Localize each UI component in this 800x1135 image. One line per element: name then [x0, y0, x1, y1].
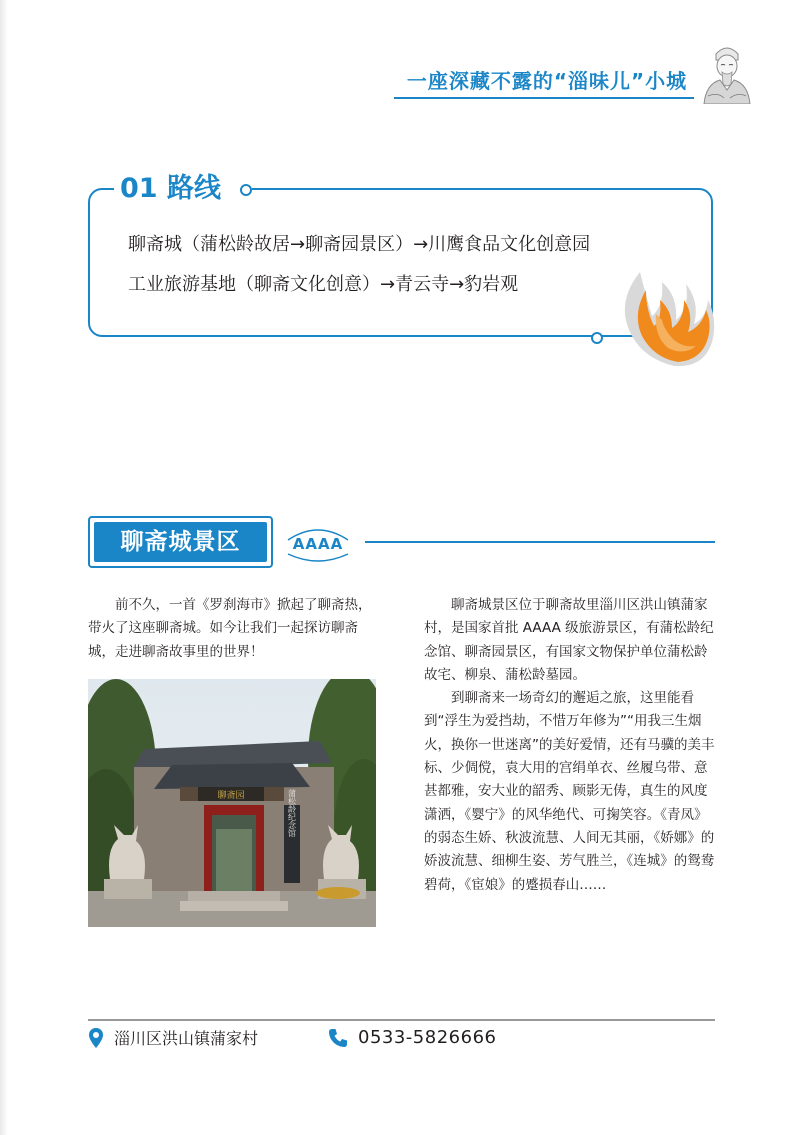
section-rule: [365, 541, 715, 543]
footer-rule: [88, 1019, 715, 1021]
section-heading: [88, 516, 273, 568]
portrait-illustration: [698, 40, 756, 104]
footer-phone: 0533-5826666: [358, 1027, 497, 1048]
route-line-1: 聊斋城（蒲松龄故居→聊斋园景区）→川鹰食品文化创意园: [128, 234, 591, 255]
section-title: 聊斋城景区: [120, 529, 241, 555]
description-paragraph-1: 聊斋城景区位于聊斋故里淄川区洪山镇蒲家村，是国家首批 AAAA 级旅游景区，有蒲松龄纪念馆、聊斋园景区，有国家文物保护单位蒲松龄故宅、柳泉、蒲松龄墓园。: [424, 597, 714, 683]
header-underline: [394, 97, 694, 99]
route-title: 01 路线: [120, 173, 221, 204]
phone-icon: [327, 1027, 349, 1049]
fox-tail-flame-icon: [612, 262, 718, 370]
location-pin-icon: [88, 1027, 104, 1049]
aaaa-rating-badge: [280, 518, 356, 566]
intro-paragraph: 前不久，一首《罗刹海市》掀起了聊斋热，带火了这座聊斋城。如今让我们一起探访聊斋城，走进聊斋故事里的世界！: [88, 597, 372, 660]
header-title: 一座深藏不露的“淄味儿”小城: [406, 69, 688, 93]
description-paragraph-2: 到聊斋来一场奇幻的邂逅之旅，这里能看到“浮生为爱挡劫，不惜万年修为”“用我三生烟火，换你一世迷离”的美好爱情，还有马骥的美丰标、少倜傥，袁大用的宫绢单衣、丝履乌带、意甚都雅，安大业的韶秀、顾影无俦，真生的风度潇洒，《婴宁》的风华绝代、可掬笑容。《青凤》的弱态生娇、秋波流慧、人间无其丽，《娇娜》的娇波流慧、细柳生姿、芳气胜兰，《连城》的鸳鸯碧荷，《宦娘》的蹙损春山……: [424, 690, 715, 893]
route-dot-top: [240, 184, 252, 196]
description-column: [424, 594, 716, 897]
gate-plaque-text: 聊斋园: [217, 791, 245, 801]
page-edge-shadow: [0, 0, 8, 1135]
footer-address: 淄川区洪山镇蒲家村: [114, 1029, 259, 1048]
side-plaque-text: 蒲松龄纪念馆: [287, 789, 297, 837]
aaaa-badge-text: AAAA: [292, 535, 344, 553]
route-dot-bottom: [591, 332, 603, 344]
liaozhai-gate-photo: [88, 679, 376, 927]
route-line-2: 工业旅游基地（聊斋文化创意）→青云寺→豹岩观: [128, 274, 519, 295]
